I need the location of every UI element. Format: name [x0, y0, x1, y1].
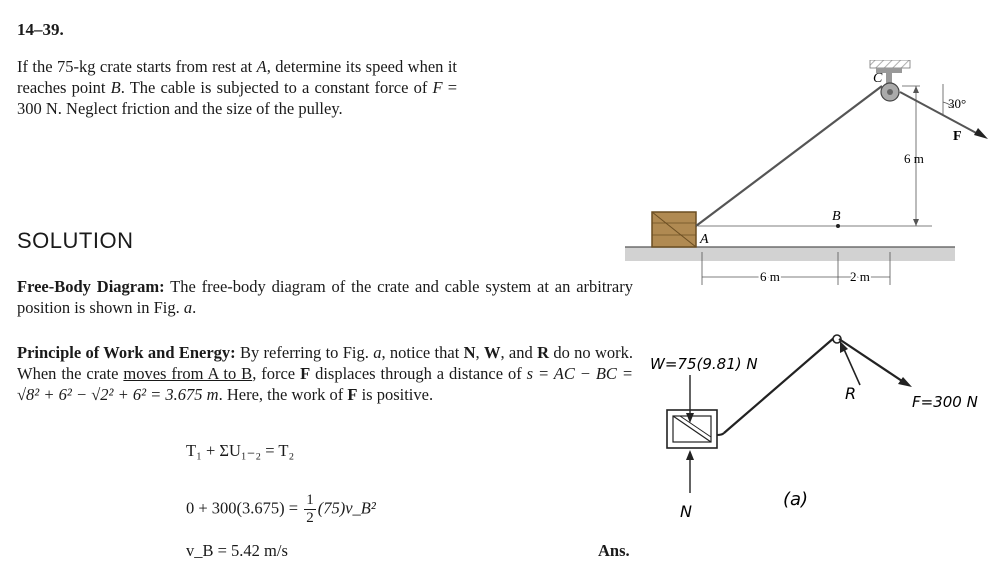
ceiling-support — [870, 60, 910, 68]
sep-2: , and — [500, 343, 538, 362]
label-A: A — [700, 232, 709, 247]
pulley-hub — [887, 89, 893, 95]
statement-segment: A — [256, 57, 267, 76]
sep-1: , — [475, 343, 484, 362]
pwe-title: Principle of Work and Energy: — [17, 343, 236, 362]
fbd-crate-brace — [673, 416, 711, 442]
label-2m: 2 m — [850, 269, 870, 284]
statement-segment: F — [432, 78, 443, 97]
pwe-paragraph — [17, 342, 633, 405]
fbd-fig-ref: a — [183, 298, 193, 317]
label-B: B — [832, 209, 841, 224]
statement-segment: = 300 N. Neglect friction and the size of the pulley. — [17, 78, 458, 118]
symbol-W: W — [483, 343, 501, 362]
symbol-R: R — [537, 343, 549, 362]
statement-segment: If the 75-kg crate starts from rest at — [17, 57, 257, 76]
symbol-N: N — [463, 343, 476, 362]
pwe-text-6: . Here, the work of — [218, 385, 348, 404]
label-F: F — [953, 129, 962, 144]
fbd-crate-brace-2 — [680, 416, 711, 437]
fbd-text-a: The free-body diagram of the crate and cable system at an arbitrary position is shown in Fig. — [17, 277, 633, 317]
eq2-left: 0 + 300(3.675) = — [186, 498, 299, 518]
pwe-text-3: do no work. When the crate — [17, 343, 633, 383]
problem-statement — [17, 56, 457, 119]
answer-label: Ans. — [598, 541, 630, 560]
fbd-paragraph — [17, 276, 633, 318]
force-arrowhead — [974, 128, 988, 139]
pwe-fig-ref: a — [373, 343, 382, 362]
fbd-cable — [724, 337, 835, 433]
eq2-fraction — [304, 492, 316, 527]
label-6m-vertical: 6 m — [904, 151, 924, 166]
cable — [696, 86, 882, 226]
eq2-right: (75)v_B² — [317, 498, 376, 518]
symbol-F: F — [300, 364, 311, 383]
label-reaction: R — [845, 384, 857, 403]
statement-segment: . The cable is subjected to a constant force of — [120, 78, 433, 97]
pwe-text-2: , notice that — [381, 343, 464, 362]
pwe-text-4: , force — [252, 364, 301, 383]
pwe-text-1: By referring to Fig. — [235, 343, 374, 362]
problem-number: 14–39. — [17, 20, 64, 39]
statement-segment: B — [110, 78, 121, 97]
label-normal: N — [680, 502, 692, 521]
statement-segment: , determine its speed when it reaches point — [17, 57, 457, 97]
dim-arrow-up — [913, 86, 919, 93]
eq2-denominator: 2 — [306, 510, 314, 526]
pwe-text-7: is positive. — [357, 385, 434, 404]
equation-substitution — [186, 492, 376, 527]
symbol-F-2: F — [347, 385, 358, 404]
label-C: C — [873, 71, 883, 86]
weight-arrowhead — [686, 413, 694, 423]
label-6m-horizontal: 6 m — [760, 269, 780, 284]
pwe-text-5: displaces through a distance of — [310, 364, 527, 383]
solution-heading: SOLUTION — [17, 228, 134, 253]
fbd-title: Free-Body Diagram: — [17, 277, 165, 296]
reaction-arrow — [843, 347, 860, 385]
pwe-underlined: moves from A to B — [123, 364, 253, 383]
normal-arrowhead — [686, 450, 694, 460]
ground — [625, 247, 955, 261]
label-angle: 30° — [948, 96, 967, 111]
equation-result: v_B = 5.42 m/s — [186, 541, 288, 560]
problem-figure — [620, 60, 1000, 300]
equation-work-energy: T₁ + ΣU₁₋₂ = T₂ — [186, 441, 295, 460]
point-B — [836, 224, 840, 228]
cable-pull — [900, 92, 980, 135]
dim-arrow-down — [913, 219, 919, 226]
fbd-text-b: . — [192, 298, 197, 317]
distance-expression: s = AC − BC = √8² + 6² − √2² + 6² = 3.675 m — [17, 364, 633, 404]
eq2-numerator: 1 — [306, 492, 314, 508]
label-force: F=300 N — [912, 393, 978, 411]
label-weight: W=75(9.81) N — [650, 355, 758, 373]
free-body-diagram — [640, 325, 1000, 540]
fbd-caption: (a) — [783, 489, 809, 510]
fbd-cable-hook — [717, 433, 724, 435]
